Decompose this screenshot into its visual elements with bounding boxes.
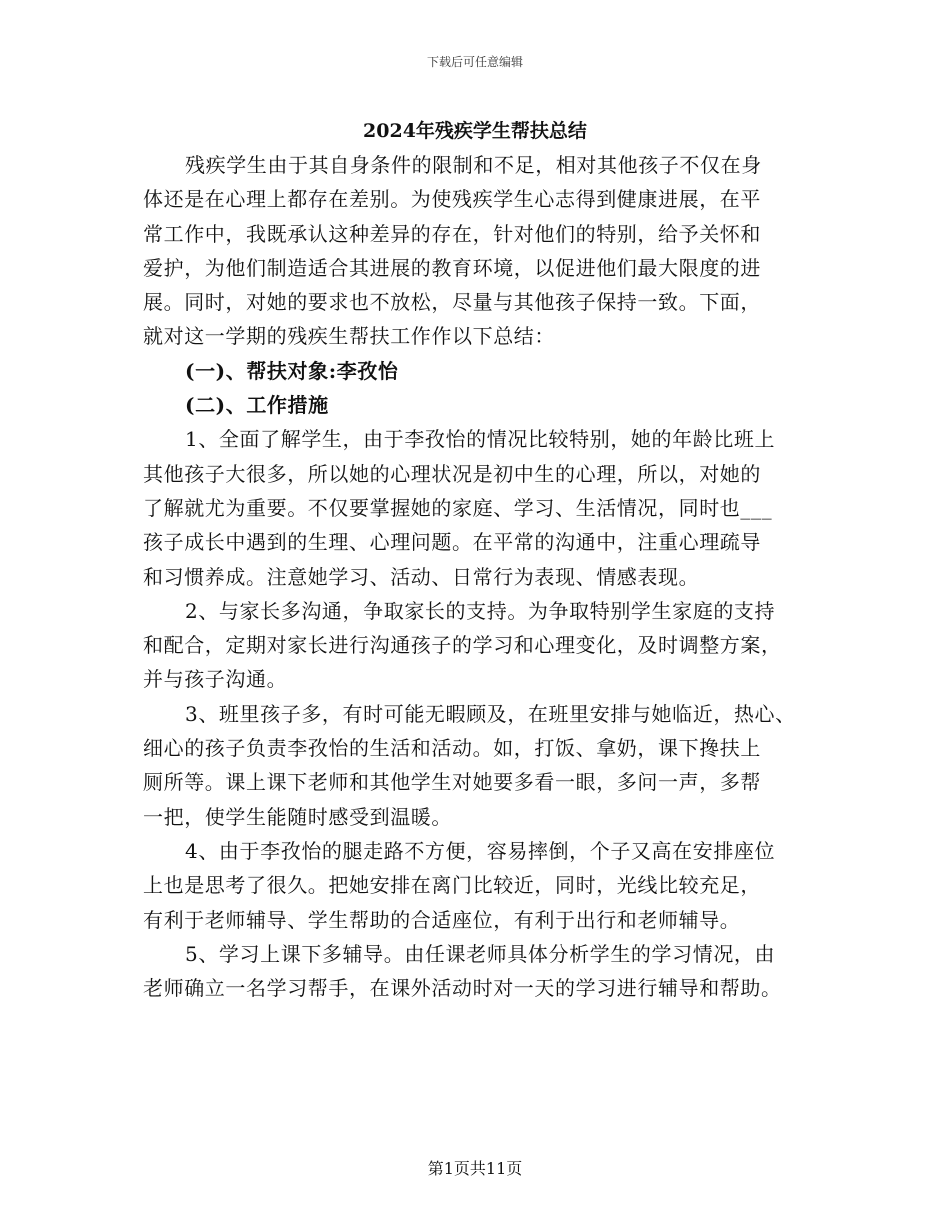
page-footer: 第1页共11页 [427, 1159, 523, 1178]
paragraph-line: 1、全面了解学生，由于李孜怡的情况比较特别，她的年龄比班上 [185, 427, 776, 452]
paragraph-line: 有利于老师辅导、学生帮助的合适座位，有利于出行和老师辅导。 [143, 907, 741, 932]
page-header: 下载后可任意编辑 [426, 55, 523, 69]
paragraph-line: 展。同时，对她的要求也不放松，尽量与其他孩子保持一致。下面， [143, 290, 761, 315]
paragraph-line: 老师确立一名学习帮手，在课外活动时对一天的学习进行辅导和帮助。 [143, 976, 782, 1001]
section-heading: (一)、帮扶对象:李孜怡 [185, 358, 399, 383]
paragraph-line: 就对这一学期的残疾生帮扶工作作以下总结： [143, 324, 555, 349]
paragraph-line: 并与孩子沟通。 [143, 667, 288, 692]
paragraph-line: 5、学习上课下多辅导。由任课老师具体分析学生的学习情况，由 [185, 941, 776, 966]
document-title: 2024年残疾学生帮扶总结 [363, 120, 587, 142]
paragraph-line: 细心的孩子负责李孜怡的生活和活动。如，打饭、拿奶，课下搀扶上 [143, 736, 761, 761]
paragraph-line: 3、班里孩子多，有时可能无暇顾及，在班里安排与她临近，热心、 [185, 701, 796, 726]
paragraph-line: 和配合，定期对家长进行沟通孩子的学习和心理变化，及时调整方案， [143, 633, 782, 658]
paragraph-line: 爱护，为他们制造适合其进展的教育环境，以促进他们最大限度的进 [143, 255, 761, 280]
paragraph-line: 孩子成长中遇到的生理、心理问题。在平常的沟通中，注重心理疏导 [143, 530, 761, 555]
paragraph-line: 常工作中，我既承认这种差异的存在，针对他们的特别，给予关怀和 [143, 221, 761, 246]
paragraph-line: 一把，使学生能随时感受到温暖。 [143, 804, 452, 829]
paragraph-line: 残疾学生由于其自身条件的限制和不足，相对其他孩子不仅在身 [185, 153, 762, 177]
paragraph-line: 其他孩子大很多，所以她的心理状况是初中生的心理，所以，对她的 [143, 461, 761, 486]
paragraph-line: 上也是思考了很久。把她安排在离门比较近，同时，光线比较充足， [143, 873, 761, 898]
document-body [143, 148, 825, 1005]
paragraph-line: 体还是在心理上都存在差别。为使残疾学生心志得到健康进展，在平 [143, 187, 761, 212]
paragraph-line: 2、与家长多沟通，争取家长的支持。为争取特别学生家庭的支持 [185, 598, 776, 623]
paragraph-line: 4、由于李孜怡的腿走路不方便，容易摔倒，个子又高在安排座位 [185, 838, 776, 863]
section-heading: (二)、工作措施 [185, 393, 329, 418]
paragraph-line: 和习惯养成。注意她学习、活动、日常行为表现、情感表现。 [143, 564, 700, 589]
paragraph-line: 了解就尤为重要。不仅要掌握她的家庭、学习、生活情况，同时也___ [143, 495, 773, 520]
paragraph-line: 厕所等。课上课下老师和其他学生对她要多看一眼，多问一声，多帮 [143, 770, 761, 795]
